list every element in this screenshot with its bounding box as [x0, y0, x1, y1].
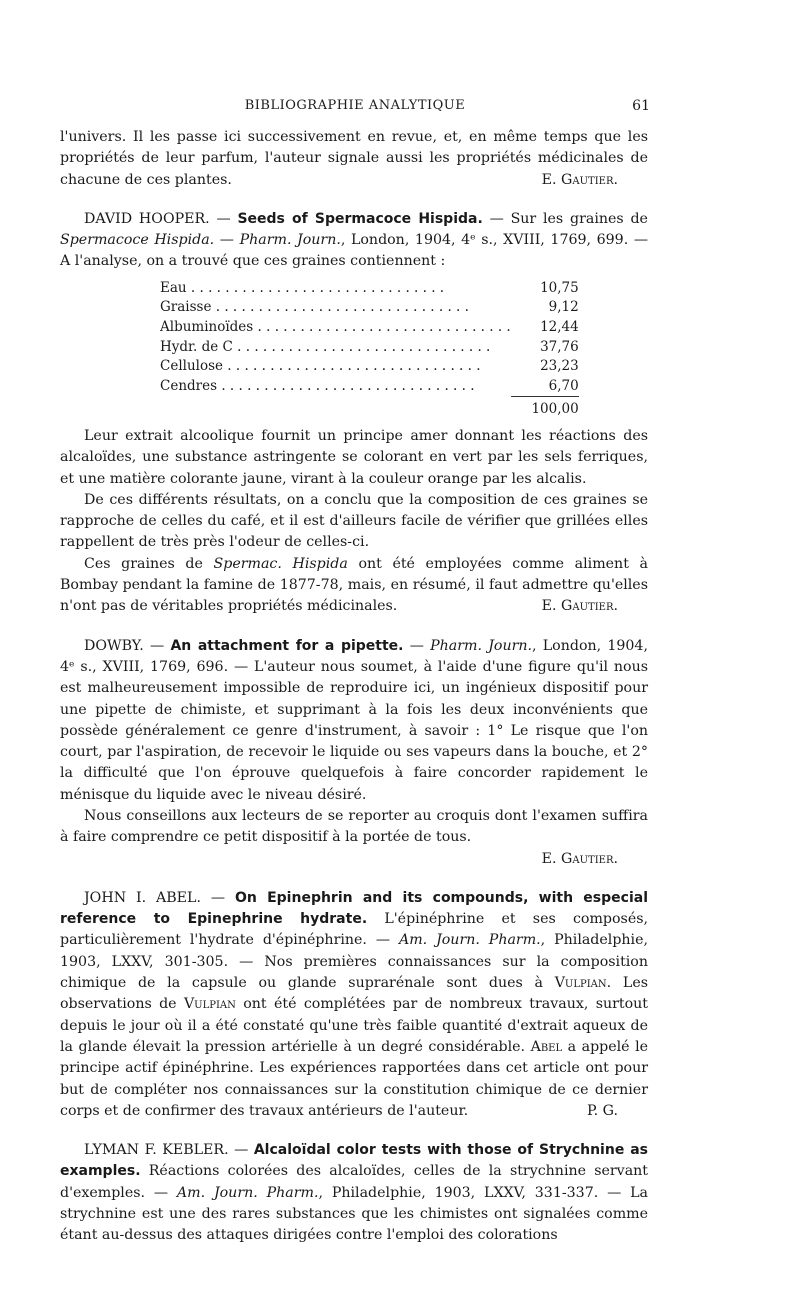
entry-title: Seeds of Spermacoce Hispida. [237, 210, 483, 227]
entry-title: An attachment for a pipette. [170, 637, 404, 654]
journal-name: Pharm. Journ. [430, 637, 533, 654]
person-name: Vulpian [554, 975, 607, 992]
continuation-paragraph [60, 127, 648, 191]
row-label: Graisse . . . [160, 298, 511, 318]
table-row [160, 357, 579, 377]
entry-kebler: LYMAN F. KEBLER. — Alcaloïdal color tests with those of Strychnine as examples. Réactions colorées des alcaloïdes, celles de la strychnine servant d'exemples. — Am. Journ. Pharm., Philadelphie, 1903, LXXV, 331-337. — La strychnine est une des rares substances que les chimistes ont signalées comme étant au-dessus des attaques dirigées contre l'emploi des colorations [60, 1142, 648, 1244]
para-text: — L'auteur nous soumet, à l'aide d'une figure qu'il nous est malheureusement impossible de reproduire ici, un ingénieux dispositif pour une pipette de chimiste, et supprimant à la fois les deux inconvénients que possède généralement ce genre d'instrument, à savoir : 1° Le risque que l'on court, par l'aspiration, de recevoir le liquide ou ses vapeurs dans la bouche, et 2° la difficulté que l'on éprouve quelquefois à faire concorder rapidement le ménisque du liquide avec le niveau désiré. [60, 658, 648, 803]
row-value: 37,76 [540, 338, 579, 355]
person-name: Vulpian [183, 996, 236, 1013]
paragraph [60, 554, 648, 618]
journal-name: Am. Journ. Pharm. [176, 1184, 319, 1201]
entry-author: JOHN I. ABEL. [84, 889, 201, 906]
ref-text: , London, 1904, 4ᵉ s., XVIII, 1769, 696. [60, 637, 648, 675]
paragraph: Leur extrait alcoolique fournit un principe amer donnant les réactions des alcaloïdes, une substance astringente se colorant en vert par les sels ferriques, et une matière colorante jaune, virant à la couleur orange par les alcalis. [60, 427, 648, 487]
row-label: Cellulose . . . [160, 357, 511, 377]
species-name: Spermac. Hispida [213, 555, 348, 572]
ref-text: , London, 1904, 4ᵉ s., XVIII, 1769, 699. [340, 232, 629, 249]
row-value: 10,75 [540, 279, 579, 296]
entry-author: DOWBY. [84, 637, 144, 654]
page-body [60, 127, 648, 1247]
table-row [160, 377, 579, 397]
table-total-row [160, 397, 579, 420]
row-value: 23,23 [540, 358, 579, 375]
running-title: BIBLIOGRAPHIE ANALYTIQUE [244, 98, 466, 113]
entry-abel: JOHN I. ABEL. — On Epinephrin and its compounds, with especial reference to Epinephrine hydrate. L'épinéphrine et ses composés, particulièrement l'hydrate d'épinéphrine. — Am. Journ. Pharm., Philadelphie, 1903, LXXV, 301-305. — Nos premières connaissances sur la composition chimique de la capsule ou glande suprarénale sont dues à Vulpian. Les observations de Vulpian ont été complétées par de nombreux travaux, surtout depuis le jour où il a été constaté qu'une très faible quantité d'extrait aqueux de la glande élevait la pression artérielle à un degré considérable. Abel a appelé le principe actif épinéphrine. Les expériences rapportées dans cet article ont pour but de compléter nos connaissances sur la constitution chimique de ce dernier corps et de confirmer des travaux antérieurs de l'auteur. P. G. [60, 888, 648, 1122]
running-header [60, 98, 650, 118]
entry-title: On Epinephrin and its compounds, with especial reference to Epinephrine hydrate. [60, 889, 648, 928]
para-text: a appelé le principe actif épinéphrine. Les expériences rapportées dans cet article ont pour but de compléter nos connaissances sur la constitution chimique de ce dernier corps et de confirmer des travaux antérieurs de l'auteur. [60, 1038, 649, 1119]
ref-text: — A l'analyse, on a trouvé que ces graines contiennent : [60, 232, 649, 270]
ref-text: Sur les graines de [510, 210, 648, 227]
para-text: , Philadelphie, 1903, LXXV, 331-337. — La strychnine est une des rares substances que les chimistes ont signalées comme étant au-dessus des attaques dirigées contre l'emploi des colorations [60, 1184, 648, 1244]
para-text: . Les observations de [60, 975, 648, 1013]
entry-hooper: DAVID HOOPER. — Seeds of Spermacoce Hispida. — Sur les graines de Spermacoce Hispida. — Pharm. Journ., London, 1904, 4ᵉ s., XVIII, 1769, 699. — A l'analyse, on a trouvé que ces graines contiennent : [60, 210, 649, 270]
row-label: Cendres . . . [160, 377, 511, 397]
person-name: Abel [530, 1038, 563, 1055]
para-text: , Philadelphie, 1903, LXXV, 301-305. — Nos premières connaissances sur la composition chimique de la capsule ou glande suprarénale sont dues à [60, 932, 648, 992]
entry-author: DAVID HOOPER. [84, 210, 210, 227]
composition-table [160, 279, 579, 420]
row-label: Eau . . . [160, 279, 511, 299]
paragraph: Nous conseillons aux lecteurs de se reporter au croquis dont l'examen suffira à faire comprendre ce petit dispositif à la portée de tous. [60, 807, 648, 846]
table-row [160, 298, 579, 318]
signature: P. G. [586, 1102, 618, 1119]
para-text: L'épinéphrine et ses composés, particulièrement l'hydrate d'épinéphrine. — [60, 911, 649, 949]
para-text: ont été employées comme aliment à Bombay pendant la famine de 1877-78, mais, en résumé, il faut admettre qu'elles n'ont pas de véritables propriétés médicinales. [60, 555, 648, 615]
table-row [160, 318, 579, 338]
row-value: 9,12 [548, 299, 579, 316]
row-value: 12,44 [540, 318, 579, 335]
ref-text: — [214, 232, 240, 249]
signature: E. Gautier. [541, 171, 618, 188]
row-label: Hydr. de C . . . [160, 338, 511, 358]
entry-title: Alcaloïdal color tests with those of Strychnine as examples. [60, 1142, 648, 1180]
paragraph: De ces différents résultats, on a conclu que la composition de ces graines se rapproche de celles du café, et il est d'ailleurs facile de vérifier que grillées elles rappellent de très près l'odeur de celles-ci. [60, 491, 648, 551]
species-name: Spermacoce Hispida. [60, 232, 215, 249]
entry-dowby: DOWBY. — An attachment for a pipette. — Pharm. Journ., London, 1904, 4ᵉ s., XVIII, 1769, 696. — L'auteur nous soumet, à l'aide d'une figure qu'il nous est malheureusement impossible de reproduire ici, un ingénieux dispositif pour une pipette de chimiste, et supprimant à la fois les deux inconvénients que possède généralement ce genre d'instrument, à savoir : 1° Le risque que l'on court, par l'aspiration, de recevoir le liquide ou ses vapeurs dans la bouche, et 2° la difficulté que l'on éprouve quelquefois à faire concorder rapidement le ménisque du liquide avec le niveau désiré. [60, 637, 648, 803]
journal-name: Am. Journ. Pharm. [398, 932, 541, 949]
row-value: 6,70 [548, 377, 579, 394]
para-text: Réactions colorées des alcaloïdes, celles de la strychnine servant d'exemples. — [60, 1163, 648, 1201]
para-text: Ces graines de [84, 555, 214, 572]
signature: E. Gautier. [541, 598, 618, 615]
journal-name: Pharm. Journ. [239, 232, 341, 249]
total-spacer [160, 397, 511, 420]
signature-line [60, 849, 648, 870]
table-row [160, 338, 579, 358]
table-row [160, 279, 579, 299]
continuation-text: l'univers. Il les passe ici successivement en revue, et, en même temps que les propriétés de leur parfum, l'auteur signale aussi les propriétés médicinales de chacune de ces plantes. [60, 129, 648, 188]
page-number: 61 [632, 98, 650, 114]
para-text: ont été complétées par de nombreux travaux, surtout depuis le jour où il a été constaté qu'une très faible quantité d'extrait aqueux de la glande élevait la pression artérielle à un degré considérable. [60, 996, 648, 1055]
entry-author: LYMAN F. KEBLER. [84, 1142, 229, 1159]
signature: E. Gautier. [541, 850, 618, 867]
total-value: 100,00 [511, 397, 579, 420]
row-label: Albuminoïdes . . . [160, 318, 511, 338]
